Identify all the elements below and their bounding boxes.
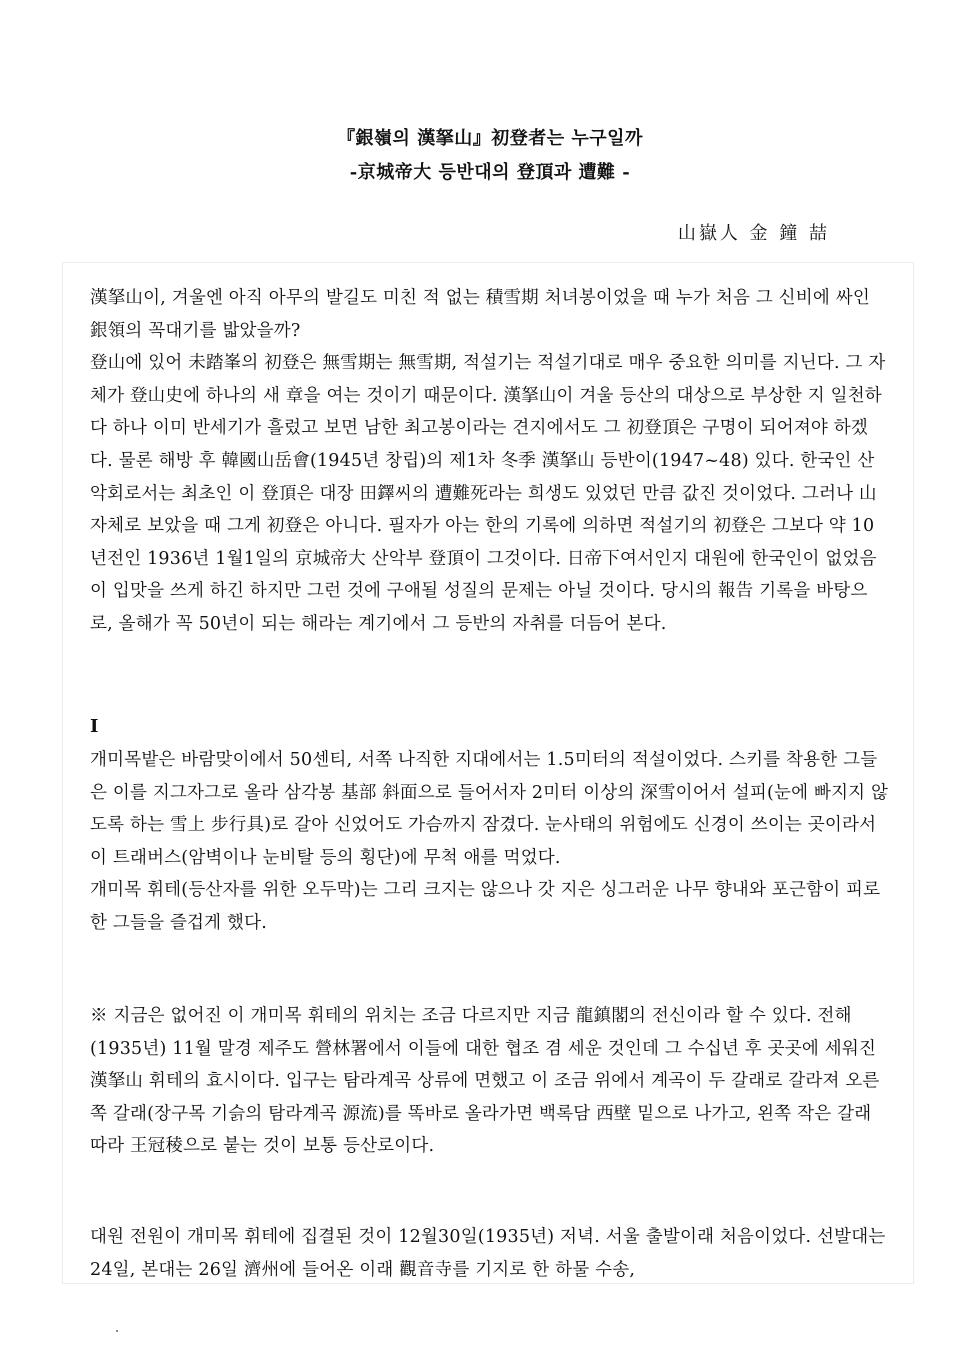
intro-paragraph-1: 漢拏山이, 겨울엔 아직 아무의 발길도 미친 적 없는 積雪期 처녀봉이었을 때 누가 처음 그 신비에 싸인 銀領의 꼭대기를 밟았을까? [90,288,870,341]
intro-paragraph-2: 登山에 있어 未踏峯의 初登은 無雪期는 無雪期, 적설기는 적설기대로 매우 중요한 의미를 지닌다. 그 자체가 登山史에 하나의 새 章을 여는 것이기 때문이다. 漢拏山이 겨울 등산의 대상으로 부상한 지 일천하다 하나 이미 반세기가 흘렀고 보면 남한 최고봉이라는 견지에서도 그 初登頂은 구명이 되어져야 하겠다. 물론 해방 후 韓國山岳會(1945년 창립)의 제1차 冬季 漢拏山 등반이(1947~48) 있다. 한국인 산악회로서는 최초인 이 登頂은 대장 田鐸씨의 遭難死라는 희생도 있었던 만큼 값진 것이었다. 그러나 山 자체로 보았을 때 그게 初登은 아니다. 필자가 아는 한의 기록에 의하면 적설기의 初登은 그보다 약 10년전인 1936년 1월1일의 京城帝大 산악부 登頂이 그것이다. 日帝下여서인지 대원에 한국인이 없었음이 입맛을 쓰게 하긴 하지만 그런 것에 구애될 성질의 문제는 아닐 것이다. 당시의 報告 기록을 바탕으로, 올해가 꼭 50년이 되는 해라는 계기에서 그 등반의 자취를 더듬어 본다. [90,353,886,634]
article-subtitle: -京城帝大 등반대의 登頂과 遭難 - [349,162,631,183]
author-byline: 山嶽人 金 鐘 喆 [677,223,830,244]
section-body [90,744,890,940]
section-paragraph-1: 개미목밭은 바람맞이에서 50센티, 서쪽 나직한 지대에서는 1.5미터의 적설이었다. 스키를 착용한 그들은 이를 지그자그로 올라 삼각봉 基部 斜面으로 들어서자 2미터 이상의 深雪이어서 설피(눈에 빠지지 않도록 하는 雪上 步行具)로 갈아 신었어도 가슴까지 잠겼다. 눈사태의 위험에도 신경이 쓰이는 곳이라서 이 트래버스(암벽이나 눈비탈 등의 횡단)에 무척 애를 먹었다. [90,750,889,868]
section-heading: I [90,716,99,737]
intro-block [90,282,890,641]
article-title: 『銀嶺의 漢拏山』初登者는 누구일까 [337,128,643,149]
section-paragraph-2: 개미목 휘테(등산자를 위한 오두막)는 그리 크지는 않으나 갓 지은 싱그러운 나무 향내와 포근함이 피로한 그들을 즐겁게 했다. [90,880,881,933]
note-paragraph: ※ 지금은 없어진 이 개미목 휘테의 위치는 조금 다르지만 지금 龍鎮閣의 전신이라 할 수 있다. 전해(1935년) 11월 말경 제주도 營林署에서 이들에 대한 협조 겸 세운 것인데 그 수십년 후 곳곳에 세워진 漢拏山 휘테의 효시이다. 입구는 탐라계곡 상류에 면했고 이 조금 위에서 계곡이 두 갈래로 갈라져 오른쪽 갈래(장구목 기슭의 탐라계곡 源流)를 똑바로 올라가면 백록담 西壁 밑으로 나가고, 왼쪽 작은 갈래 따라 王冠稜으로 붙는 것이 보통 등산로이다. [90,1006,880,1157]
scan-speck [116,1330,118,1332]
section-paragraph-3: 대원 전원이 개미목 휘테에 집결된 것이 12월30일(1935년) 저녁. 서울 출발이래 처음이었다. 선발대는 24일, 본대는 26일 濟州에 들어온 이래 觀音寺를 기지로 한 하물 수송, [90,1227,886,1280]
note-block [90,1000,890,1163]
closing-block [90,1221,890,1286]
